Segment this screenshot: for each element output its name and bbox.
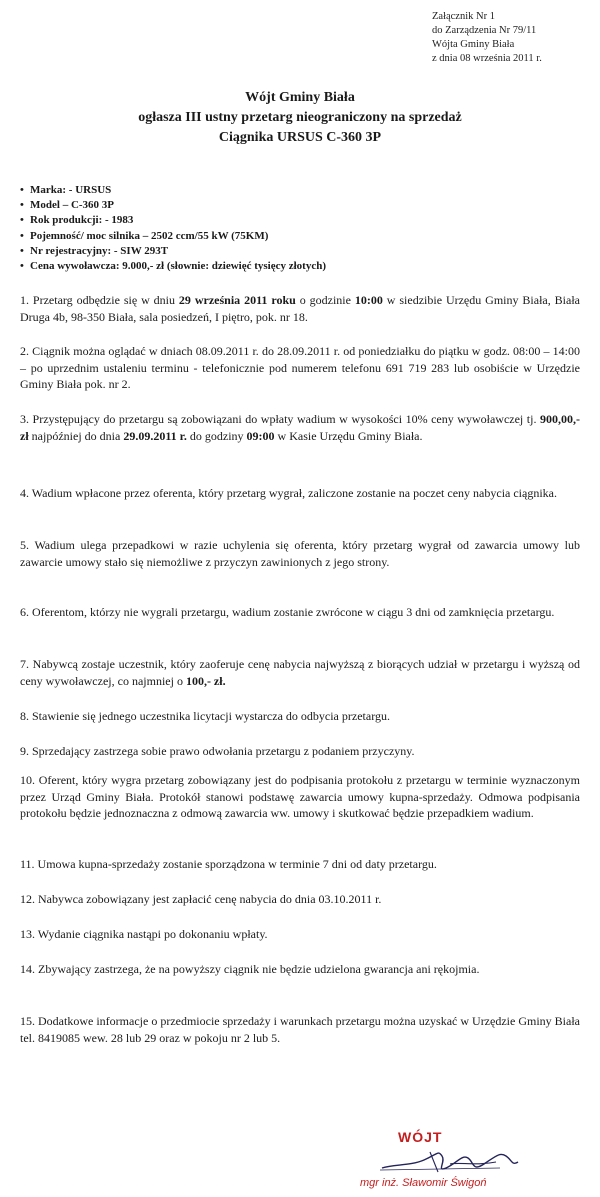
paragraph-10: 10. Oferent, który wygra przetarg zobowiązany jest do podpisania protokołu z przetargu w terminie wyznaczonym przez Urząd Gminy Biała. Protokół stanowi podstawę zawarcia umowy kupna-sprzedaży. Odmowa podpisania protokołu będzie jednoznaczna z odmową zawarcia ww. umowy i skutkować będzie przepadkiem wadium. bbox=[20, 773, 580, 820]
paragraph-4: 4. Wadium wpłacone przez oferenta, który przetarg wygrał, zaliczone zostanie na poczet ceny nabycia ciągnika. bbox=[20, 486, 558, 500]
annex-reference bbox=[432, 10, 592, 66]
annex-line: z dnia 08 września 2011 r. bbox=[432, 53, 542, 64]
signature-scribble-icon bbox=[380, 1146, 520, 1176]
annex-line: do Zarządzenia Nr 79/11 bbox=[432, 25, 537, 36]
paragraph-9: 9. Sprzedający zastrzega sobie prawo odwołania przetargu z podaniem przyczyny. bbox=[20, 744, 415, 758]
paragraph-14: 14. Zbywający zastrzega, że na powyższy ciągnik nie będzie udzielona gwarancja ani rękojmia. bbox=[20, 962, 480, 976]
paragraph-8: 8. Stawienie się jednego uczestnika licytacji wystarcza do odbycia przetargu. bbox=[20, 709, 390, 723]
spec-item-year: • Rok produkcji: - 1983 bbox=[20, 213, 580, 228]
paragraph-15: 15. Dodatkowe informacje o przedmiocie sprzedaży i warunkach przetargu można uzyskać w Urzędzie Gminy Biała tel. 8419085 wew. 28 lub 29 oraz w pokoju nr 2 lub 5. bbox=[20, 1014, 580, 1045]
signature-title: WÓJT bbox=[398, 1129, 443, 1145]
paragraph-3: 3. Przystępujący do przetargu są zobowiązani do wpłaty wadium w wysokości 10% ceny wywoławczej tj. 900,00,- zł najpóźniej do dnia 29.09.2011 r. do godziny 09:00 w Kasie Urzędu Gminy Biała. bbox=[20, 412, 580, 443]
spec-item-price: • Cena wywoławcza: 9.000,- zł (słownie: dziewięć tysięcy złotych) bbox=[20, 259, 580, 274]
annex-line: Wójta Gminy Biała bbox=[432, 39, 515, 50]
signature-stamp bbox=[340, 1124, 590, 1194]
paragraph-12: 12. Nabywca zobowiązany jest zapłacić cenę nabycia do dnia 03.10.2011 r. bbox=[20, 892, 382, 906]
heading-announcement: ogłasza III ustny przetarg nieograniczony na sprzedaż bbox=[138, 110, 462, 125]
paragraph-11: 11. Umowa kupna-sprzedaży zostanie sporządzona w terminie 7 dni od daty przetargu. bbox=[20, 857, 437, 871]
spec-item-make: • Marka: - URSUS bbox=[20, 183, 580, 198]
spec-item-model: • Model – C-360 3P bbox=[20, 198, 580, 213]
paragraph-6: 6. Oferentom, którzy nie wygrali przetargu, wadium zostanie zwrócone w ciągu 3 dni od zamknięcia przetargu. bbox=[20, 605, 555, 619]
paragraph-5: 5. Wadium ulega przepadkowi w razie uchylenia się oferenta, który przetarg wygrał od zawarcia umowy lub zawarcie umowy stało się niemożliwe z przyczyn zawinionych z jego strony. bbox=[20, 538, 580, 569]
annex-line: Załącznik Nr 1 bbox=[432, 11, 495, 22]
document-heading bbox=[0, 88, 600, 148]
spec-item-engine: • Pojemność/ moc silnika – 2502 ccm/55 kW (75KM) bbox=[20, 229, 580, 244]
paragraph-13: 13. Wydanie ciągnika nastąpi po dokonaniu wpłaty. bbox=[20, 927, 268, 941]
signature-name: mgr inż. Sławomir Świgoń bbox=[360, 1177, 487, 1189]
paragraph-2: 2. Ciągnik można oglądać w dniach 08.09.2011 r. do 28.09.2011 r. od poniedziałku do piątku w godz. 08:00 – 14:00 – po uprzednim ustaleniu terminu - telefonicznie pod numerem telefonu 691 719 283 lub osobiście w Urzędzie Gminy Biała pok. nr 2. bbox=[20, 344, 580, 391]
spec-item-registration: • Nr rejestracyjny: - SIW 293T bbox=[20, 244, 580, 259]
paragraph-7: 7. Nabywcą zostaje uczestnik, który zaoferuje cenę nabycia najwyższą z biorących udział w przetargu i wyższą od ceny wywoławczej, co najmniej o 100,- zł. bbox=[20, 657, 580, 688]
heading-issuer: Wójt Gminy Biała bbox=[245, 90, 355, 105]
paragraph-1: 1. Przetarg odbędzie się w dniu 29 września 2011 roku o godzinie 10:00 w siedzibie Urzędu Gminy Biała, Biała Druga 4b, 98-350 Biała, sala posiedzeń, I piętro, pok. nr 18. bbox=[20, 293, 580, 324]
spec-list bbox=[20, 183, 580, 274]
heading-subject: Ciągnika URSUS C-360 3P bbox=[218, 130, 382, 145]
